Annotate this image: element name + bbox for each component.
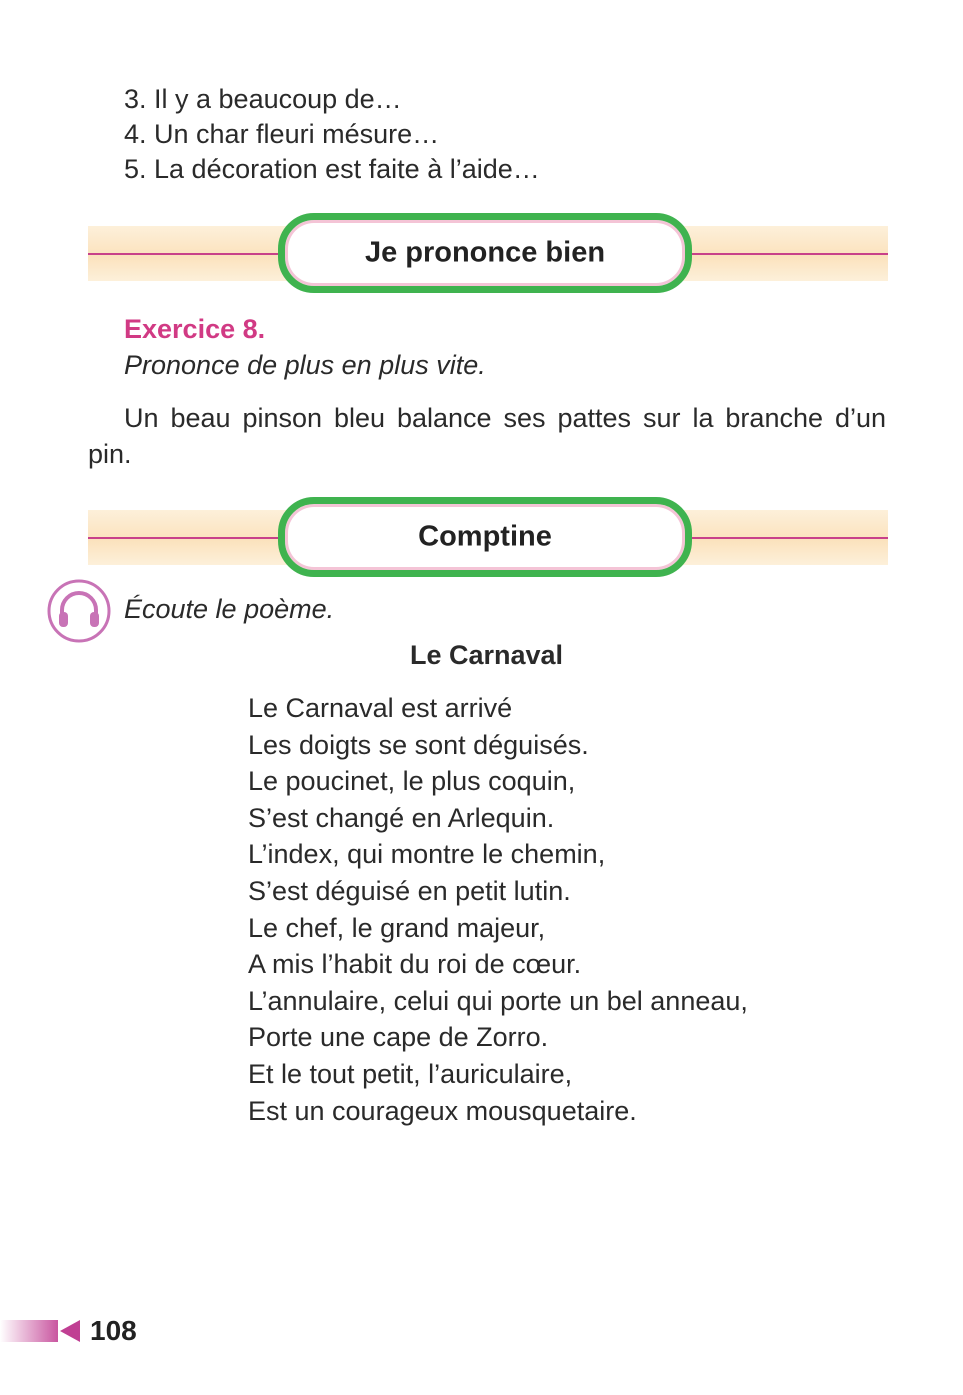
page-number-bar [0,1320,58,1342]
banner-rule-right [688,537,888,539]
question-list [124,82,540,187]
question-item: 3. Il y a beaucoup de… [124,84,402,114]
exercise-title: Exercice 8. [124,314,266,344]
exercise-text: Un beau pinson bleu balance ses pattes sur la branche d’un pin. [88,403,886,469]
section-banner-comptine [88,497,888,579]
page-arrow-icon [60,1320,80,1342]
poem-line: Porte une cape de Zorro. [248,1022,549,1053]
section-banner-pronounce [88,213,888,295]
question-item: 4. Un char fleuri mésure… [124,119,440,149]
section-title-comptine: Comptine [418,520,552,553]
section-title-pronounce: Je prononce bien [364,236,606,269]
poem-line: S’est déguisé en petit lutin. [248,875,571,906]
poem-line: L’annulaire, celui qui porte un bel anneau, [248,985,748,1016]
page-number: 108 [90,1315,137,1346]
banner-pill [278,213,692,293]
exercise-instruction: Prononce de plus en plus vite. [124,350,486,380]
banner-pill [278,497,692,577]
poem-line: L’index, qui montre le chemin, [248,839,606,870]
question-item: 5. La décoration est faite à l’aide… [124,154,540,184]
poem-line: Le chef, le grand majeur, [248,912,546,943]
poem-line: Les doigts se sont déguisés. [248,729,589,760]
poem-line: S’est changé en Arlequin. [248,802,555,833]
poem-line: Et le tout petit, l’auriculaire, [248,1058,573,1089]
poem-line: Est un courageux mousquetaire. [248,1095,637,1126]
poem-line: Le poucinet, le plus coquin, [248,766,576,797]
banner-rule-right [688,253,888,255]
poem-title: Le Carnaval [409,640,564,670]
listen-instruction: Écoute le poème. [124,594,335,624]
poem-line: Le Carnaval est arrivé [248,693,513,723]
banner-rule-left [88,537,288,539]
headphones-icon[interactable] [46,578,112,644]
poem-lines [248,690,748,1129]
banner-rule-left [88,253,288,255]
poem-line: A mis l’habit du roi de cœur. [248,949,582,980]
